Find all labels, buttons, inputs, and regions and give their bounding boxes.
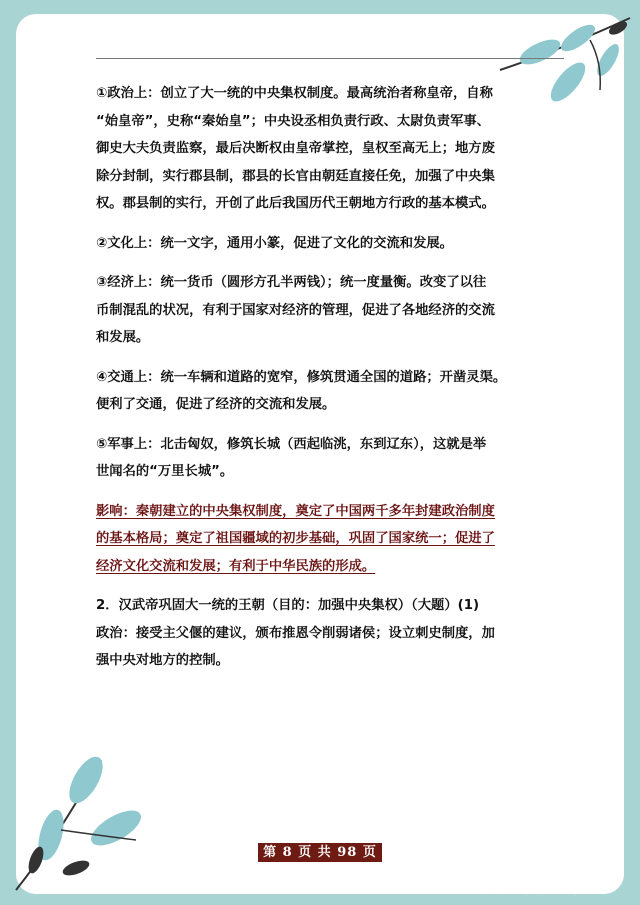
text-line: ①政治上：创立了大一统的中央集权制度。最高统治者称皇帝，自称 xyxy=(96,86,493,101)
text-line: 影响：秦朝建立的中央集权制度，奠定了中国两千多年封建政治制度 xyxy=(96,503,495,519)
paragraph-influence xyxy=(96,498,548,581)
header-rule xyxy=(96,58,564,59)
paragraph-culture xyxy=(96,230,548,258)
text-line: ③经济上：统一货币（圆形方孔半两钱）；统一度量衡。改变了以往 xyxy=(96,275,487,290)
paragraph-transport xyxy=(96,364,548,419)
section-heading: 2．汉武帝巩固大一统的王朝（目的：加强中央集权）（大题）(1) xyxy=(96,598,480,613)
paragraph-economy xyxy=(96,269,548,352)
text-line: 的基本格局；奠定了祖国疆域的初步基础，巩固了国家统一；促进了 xyxy=(96,531,495,546)
watermark-text: 头条号 / 智慧之家 xyxy=(486,882,582,896)
paragraph-politics xyxy=(96,80,548,218)
text-line: 币制混乱的状况，有利于国家对经济的管理，促进了各地经济的交流 xyxy=(96,302,495,318)
text-line: 经济文化交流和发展；有利于中华民族的形成。 xyxy=(96,558,376,574)
text-line: ⑤军事上：北击匈奴，修筑长城（西起临洮，东到辽东），这就是举 xyxy=(96,436,487,452)
text-line: 和发展。 xyxy=(96,330,150,345)
text-line: 除分封制，实行郡县制，郡县的长官由朝廷直接任免，加强了中央集 xyxy=(96,168,495,184)
leaf-branch-bottom-left-icon xyxy=(6,740,156,900)
text-line: “始皇帝”，史称“秦始皇”；中央设丞相负责行政、太尉负责军事、 xyxy=(96,113,490,129)
paragraph-military xyxy=(96,431,548,486)
paragraph-section-2 xyxy=(96,592,548,675)
text-line: ②文化上：统一文字，通用小篆，促进了文化的交流和发展。 xyxy=(96,235,453,251)
text-line: 权。郡县制的实行，开创了此后我国历代王朝地方行政的基本模式。 xyxy=(96,196,495,211)
document-body xyxy=(96,80,548,687)
page-number-label: 第 8 页 共 98 页 xyxy=(258,843,382,862)
text-line: ④交通上：统一车辆和道路的宽窄，修筑贯通全国的道路；开凿灵渠。 xyxy=(96,369,507,385)
text-line: 世闻名的“万里长城”。 xyxy=(96,464,234,479)
text-line: 便利了交通，促进了经济的交流和发展。 xyxy=(96,397,336,412)
text-line: 御史大夫负责监察，最后决断权由皇帝掌控，皇权至高无上；地方废 xyxy=(96,141,495,156)
text-line: 强中央对地方的控制。 xyxy=(96,653,229,668)
text-line: 政治：接受主父偃的建议，颁布推恩令削弱诸侯；设立刺史制度，加 xyxy=(96,625,495,641)
